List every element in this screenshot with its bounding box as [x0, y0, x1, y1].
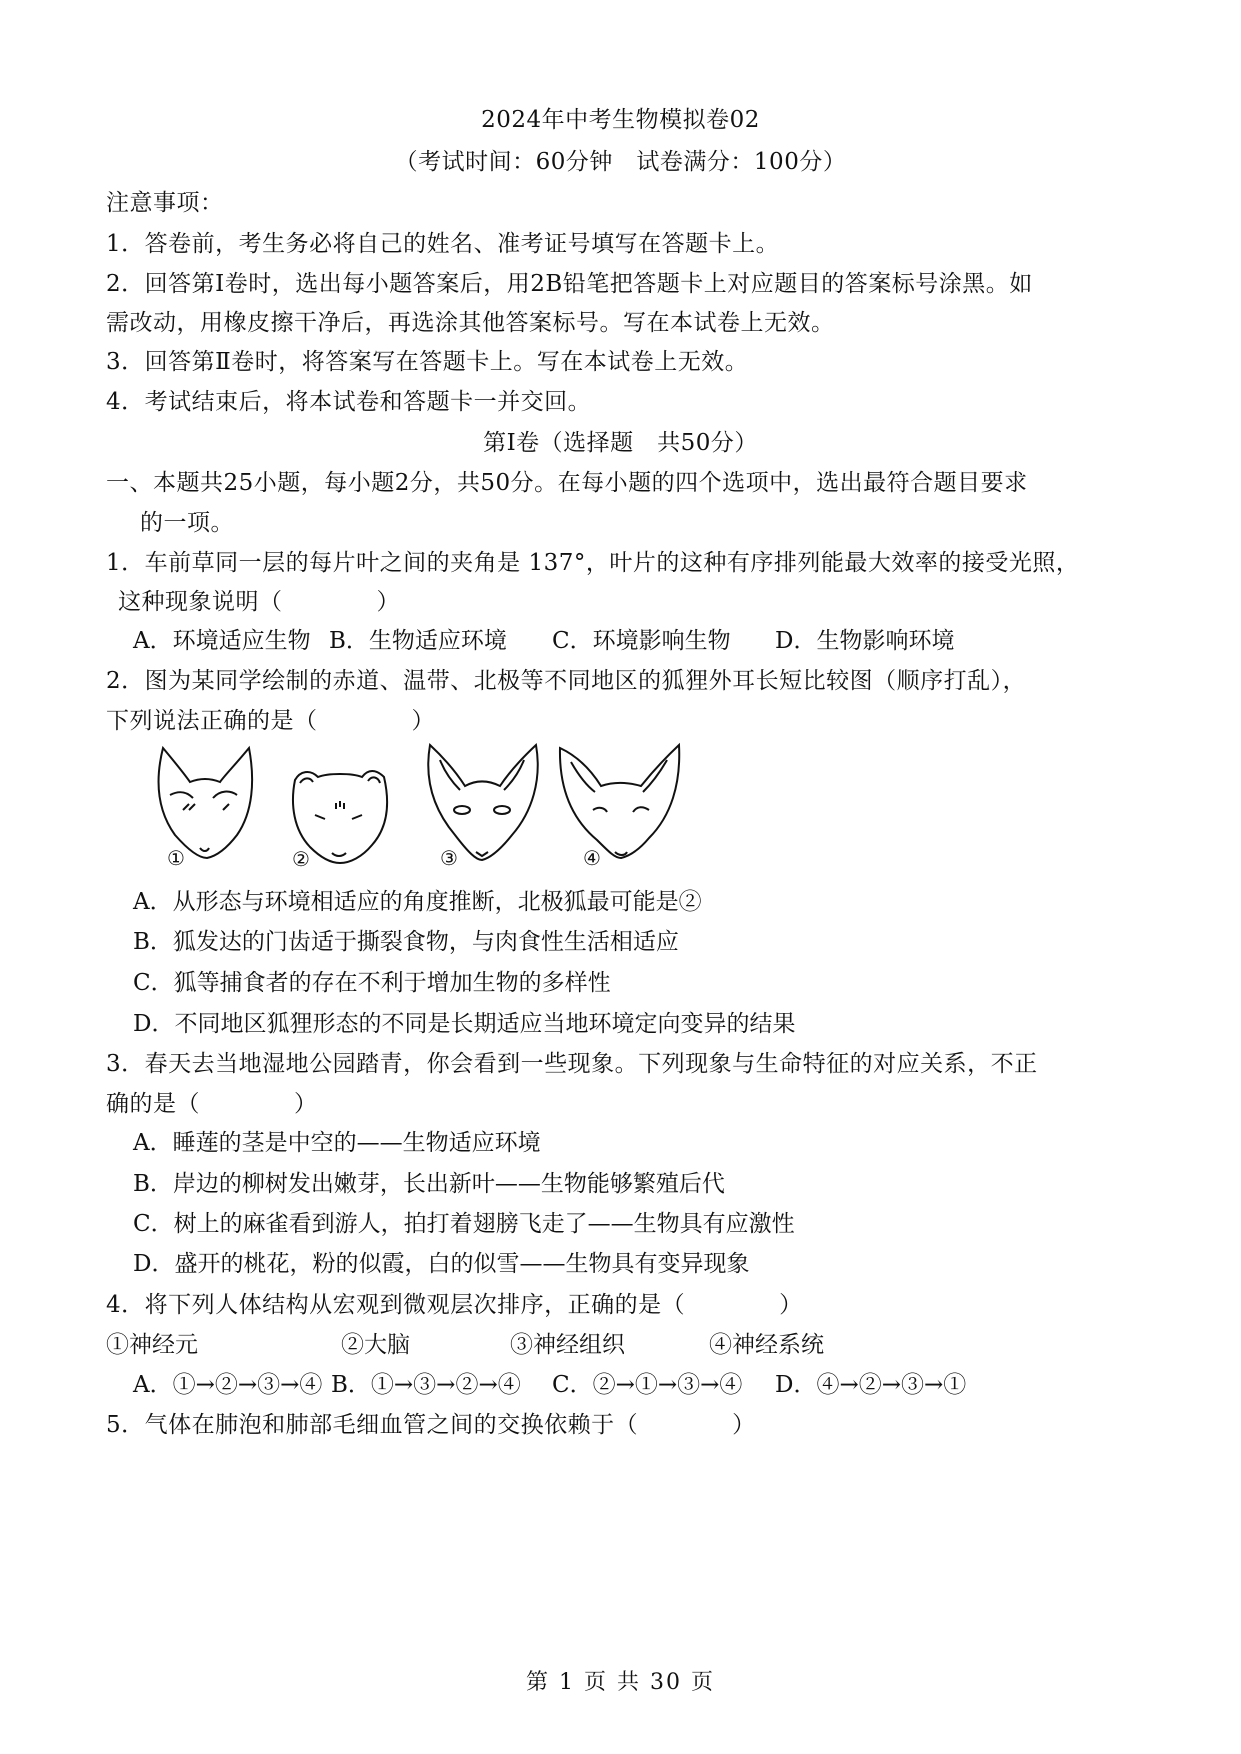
q4-option-c: C．②→①→③→④: [552, 1372, 743, 1398]
q3-option-d: D．盛开的桃花，粉的似霞，白的似雪——生物具有变异现象: [133, 1251, 750, 1277]
question-5-text: 5．气体在肺泡和肺部毛细血管之间的交换依赖于（ ）: [106, 1412, 756, 1438]
q4-option-b: B．①→③→②→④: [331, 1372, 521, 1398]
q2-option-d: D．不同地区狐狸形态的不同是长期适应当地环境定向变异的结果: [133, 1011, 796, 1037]
q4-item-4: ④神经系统: [709, 1332, 824, 1358]
q4-item-1: ①神经元: [106, 1332, 198, 1358]
q4-option-d: D．④→②→③→①: [775, 1372, 967, 1398]
exam-title: 2024年中考生物模拟卷02: [481, 107, 760, 133]
notice-item: 需改动，用橡皮擦干净后，再选涂其他答案标号。写在本试卷上无效。: [106, 310, 835, 336]
q4-item-2: ②大脑: [341, 1332, 410, 1358]
fox-label: ②: [292, 847, 310, 871]
fox-3-image: [420, 740, 545, 875]
page-number: 第 1 页 共 30 页: [526, 1670, 715, 1695]
exam-subtitle: （考试时间：60分钟 试卷满分：100分）: [394, 149, 847, 175]
question-1-text: 1．车前草同一层的每片叶之间的夹角是 137°，叶片的这种有序排列能最大效率的接受光照，: [106, 550, 1080, 576]
question-1-text: 这种现象说明（ ）: [118, 589, 400, 615]
question-2-text: 2．图为某同学绘制的赤道、温带、北极等不同地区的狐狸外耳长短比较图（顺序打乱），: [106, 668, 1027, 694]
fox-label: ①: [167, 846, 185, 870]
notice-item: 4．考试结束后，将本试卷和答题卡一并交回。: [106, 389, 592, 415]
notice-heading: 注意事项：: [106, 190, 224, 216]
section-title: 第Ⅰ卷（选择题 共50分）: [483, 430, 758, 456]
q3-option-b: B．岸边的柳树发出嫩芽，长出新叶——生物能够繁殖后代: [133, 1171, 725, 1197]
q1-option-b: B．生物适应环境: [329, 628, 507, 654]
q1-option-c: C．环境影响生物: [552, 628, 731, 654]
notice-item: 3．回答第Ⅱ卷时，将答案写在答题卡上。写在本试卷上无效。: [106, 349, 749, 375]
question-3-text: 确的是（ ）: [106, 1091, 318, 1117]
fox-ears-figure: [140, 740, 700, 880]
notice-item: 1．答卷前，考生务必将自己的姓名、准考证号填写在答题卡上。: [106, 231, 780, 257]
question-4-text: 4．将下列人体结构从宏观到微观层次排序，正确的是（ ）: [106, 1292, 803, 1318]
fox-1-image: [145, 740, 265, 875]
fox-4-image: [555, 740, 685, 875]
q3-option-a: A．睡莲的茎是中空的——生物适应环境: [133, 1130, 541, 1156]
q4-option-a: A．①→②→③→④: [133, 1372, 323, 1398]
fox-label: ④: [583, 846, 601, 870]
section-instruction: 的一项。: [140, 510, 234, 536]
q3-option-c: C．树上的麻雀看到游人，拍打着翅膀飞走了——生物具有应激性: [133, 1211, 795, 1237]
q1-option-a: A．环境适应生物: [133, 628, 311, 654]
q2-option-c: C．狐等捕食者的存在不利于增加生物的多样性: [133, 970, 611, 996]
question-3-text: 3．春天去当地湿地公园踏青，你会看到一些现象。下列现象与生命特征的对应关系，不正: [106, 1051, 1038, 1077]
q2-option-b: B．狐发达的门齿适于撕裂食物，与肉食性生活相适应: [133, 929, 679, 955]
q2-option-a: A．从形态与环境相适应的角度推断，北极狐最可能是②: [133, 889, 702, 915]
fox-2-image: [280, 755, 400, 875]
notice-item: 2．回答第Ⅰ卷时，选出每小题答案后，用2B铅笔把答题卡上对应题目的答案标号涂黑。如: [106, 271, 1033, 297]
section-instruction: 一、本题共25小题，每小题2分，共50分。在每小题的四个选项中，选出最符合题目要求: [106, 470, 1028, 496]
q1-option-d: D．生物影响环境: [775, 628, 955, 654]
question-2-text: 下列说法正确的是（ ）: [106, 708, 435, 734]
q4-item-3: ③神经组织: [510, 1332, 625, 1358]
fox-label: ③: [440, 846, 458, 870]
